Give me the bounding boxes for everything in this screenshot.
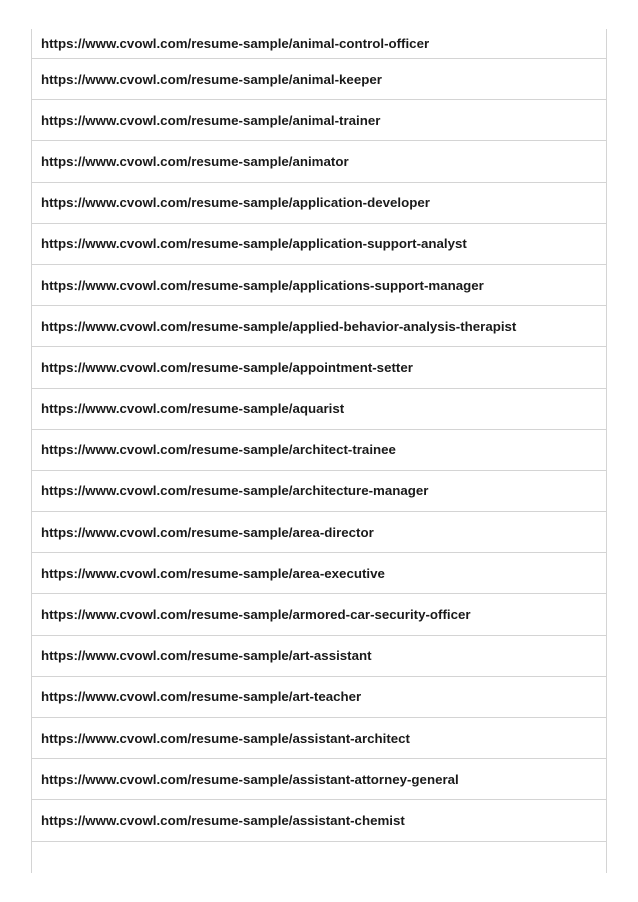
table-row: [32, 677, 606, 718]
url-link[interactable]: https://www.cvowl.com/resume-sample/armored-car-security-officer: [41, 607, 471, 623]
url-link[interactable]: https://www.cvowl.com/resume-sample/applications-support-manager: [41, 277, 484, 293]
table-row: [32, 553, 606, 594]
url-link[interactable]: https://www.cvowl.com/resume-sample/art-assistant: [41, 648, 372, 664]
empty-table-row: [32, 842, 606, 883]
table-row: [32, 389, 606, 430]
table-row: [32, 224, 606, 265]
url-link[interactable]: https://www.cvowl.com/resume-sample/architect-trainee: [41, 442, 396, 458]
url-link[interactable]: https://www.cvowl.com/resume-sample/architecture-manager: [41, 483, 429, 499]
url-link[interactable]: https://www.cvowl.com/resume-sample/art-teacher: [41, 689, 362, 705]
table-row: [32, 512, 606, 553]
table-row: [32, 265, 606, 306]
table-row: [32, 100, 606, 141]
table-row: [32, 183, 606, 224]
url-link[interactable]: https://www.cvowl.com/resume-sample/application-developer: [41, 195, 430, 211]
url-link[interactable]: https://www.cvowl.com/resume-sample/animal-keeper: [41, 71, 382, 87]
url-link[interactable]: https://www.cvowl.com/resume-sample/applied-behavior-analysis-therapist: [41, 318, 517, 334]
table-row: [32, 759, 606, 800]
table-row: [32, 306, 606, 347]
table-row: [32, 636, 606, 677]
url-link[interactable]: https://www.cvowl.com/resume-sample/area-executive: [41, 565, 385, 581]
table-row: [32, 59, 606, 100]
url-link[interactable]: https://www.cvowl.com/resume-sample/application-support-analyst: [41, 236, 467, 252]
url-link[interactable]: https://www.cvowl.com/resume-sample/animal-control-officer: [41, 36, 430, 51]
url-list-table: [31, 29, 607, 873]
table-row: [32, 347, 606, 388]
url-link[interactable]: https://www.cvowl.com/resume-sample/appointment-setter: [41, 359, 413, 375]
url-link[interactable]: https://www.cvowl.com/resume-sample/animator: [41, 153, 349, 169]
url-link[interactable]: https://www.cvowl.com/resume-sample/area-director: [41, 524, 374, 540]
url-link[interactable]: https://www.cvowl.com/resume-sample/assistant-chemist: [41, 812, 405, 828]
table-row: [32, 718, 606, 759]
url-link[interactable]: https://www.cvowl.com/resume-sample/assistant-architect: [41, 730, 410, 746]
table-row: [32, 471, 606, 512]
url-link[interactable]: https://www.cvowl.com/resume-sample/animal-trainer: [41, 112, 381, 128]
table-row: [32, 430, 606, 471]
table-row: [32, 594, 606, 635]
url-link[interactable]: https://www.cvowl.com/resume-sample/aquarist: [41, 401, 345, 417]
table-row: [32, 141, 606, 182]
url-link[interactable]: https://www.cvowl.com/resume-sample/assistant-attorney-general: [41, 771, 459, 787]
table-row: [32, 800, 606, 841]
table-row: [32, 29, 606, 59]
